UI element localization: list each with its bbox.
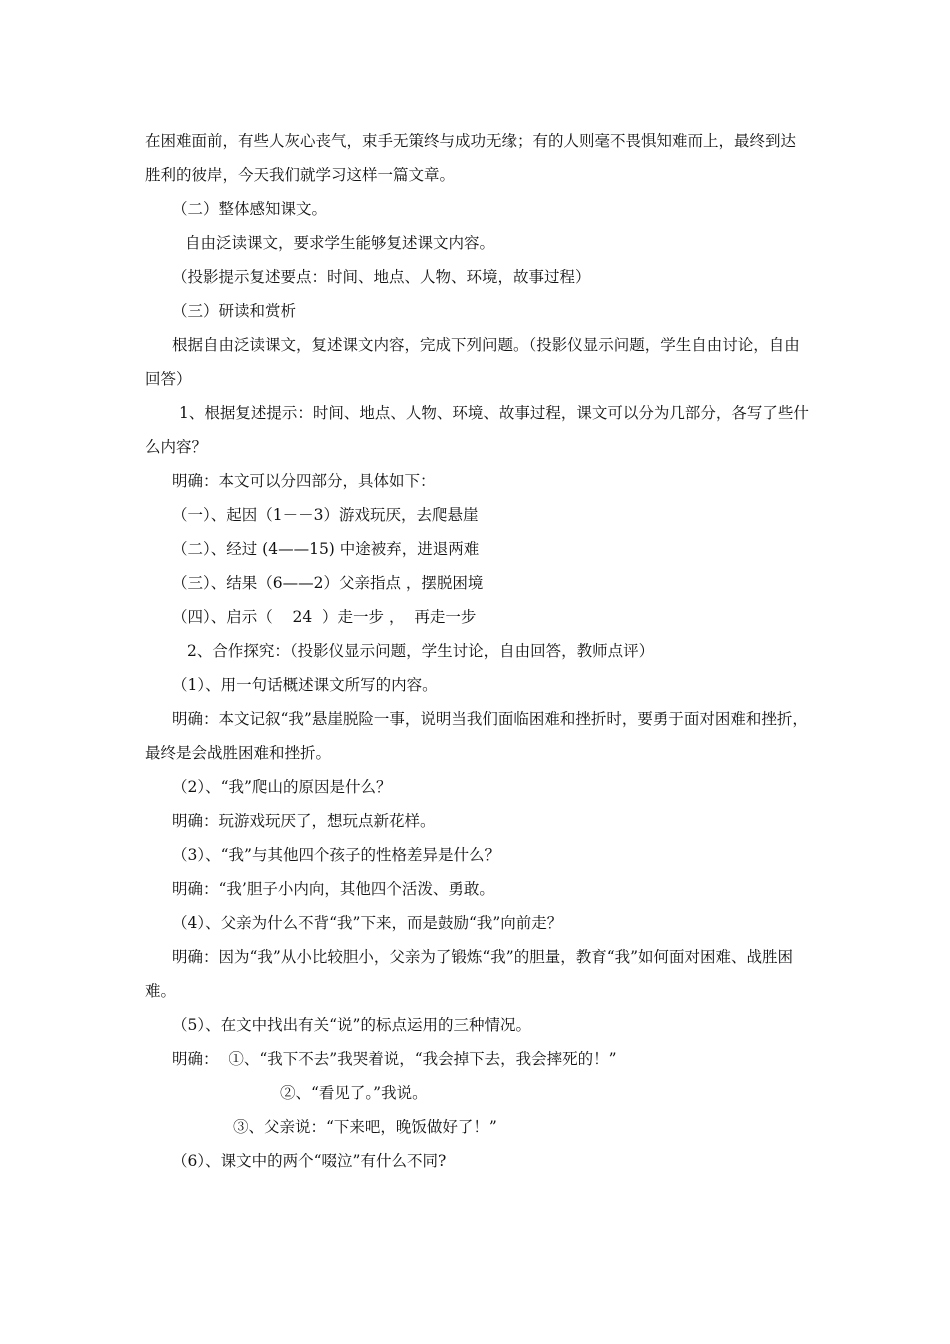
answer-line: 明确： ①、“我下不去”我哭着说，“我会掉下去，我会摔死的！” [172,1050,617,1068]
question-1: 1、根据复述提示：时间、地点、人物、环境、故事过程，课文可以分为几部分，各写了些什么内容？ [145,404,809,456]
sub-question: （6）、课文中的两个“啜泣”有什么不同? [172,1152,447,1170]
document-body [145,124,810,1178]
outline-item: （四）、启示（ 24 ）走一步 ， 再走一步 [172,608,477,626]
sub-question: （4）、父亲为什么不背“我”下来，而是鼓励“我”向前走？ [172,914,563,932]
answer-paragraph: 明确：本文记叙“我”悬崖脱险一事，说明当我们面临困难和挫折时，要勇于面对困难和挫折，最终是会战胜困难和挫折。 [145,710,808,762]
outline-item: （一）、起因（1－－3）游戏玩厌，去爬悬崖 [172,506,479,524]
section-heading-3: （三）研读和赏析 [172,302,297,320]
sub-question: （3）、“我”与其他四个孩子的性格差异是什么？ [172,846,500,864]
answer-line: ③、父亲说：“下来吧，晚饭做好了！” [233,1118,497,1136]
answer-paragraph: 明确：因为“我”从小比较胆小，父亲为了锻炼“我”的胆量，教育“我”如何面对困难、战胜困难。 [145,948,794,1000]
answer-line: 明确：本文可以分四部分，具体如下： [172,472,436,490]
text-line: 自由泛读课文，要求学生能够复述课文内容。 [185,234,496,252]
outline-item: （三）、结果（6——2）父亲指点 ，摆脱困境 [172,574,484,592]
sub-question: （1）、用一句话概述课文所写的内容。 [172,676,438,694]
question-2: 2、合作探究：（投影仪显示问题，学生讨论，自由回答，教师点评） [187,642,655,660]
answer-line: ②、“看见了。”我说。 [280,1084,428,1102]
paragraph: 根据自由泛读课文，复述课文内容，完成下列问题。（投影仪显示问题，学生自由讨论，自由回答） [145,336,800,388]
outline-item: （二）、经过 (4——15) 中途被弃，进退两难 [172,540,480,558]
answer-line: 明确：玩游戏玩厌了，想玩点新花样。 [172,812,436,830]
section-heading-2: （二）整体感知课文。 [172,200,328,218]
sub-question: （5）、在文中找出有关“说”的标点运用的三种情况。 [172,1016,531,1034]
answer-line: 明确：“我’胆子小内向，其他四个活泼、勇敢。 [172,880,495,898]
text-line: （投影提示复述要点：时间、地点、人物、环境，故事过程） [172,268,591,286]
intro-paragraph: 在困难面前，有些人灰心丧气，束手无策终与成功无缘；有的人则毫不畏惧知难而上，最终到达胜利的彼岸，今天我们就学习这样一篇文章。 [145,132,797,184]
sub-question: （2）、“我”爬山的原因是什么？ [172,778,392,796]
